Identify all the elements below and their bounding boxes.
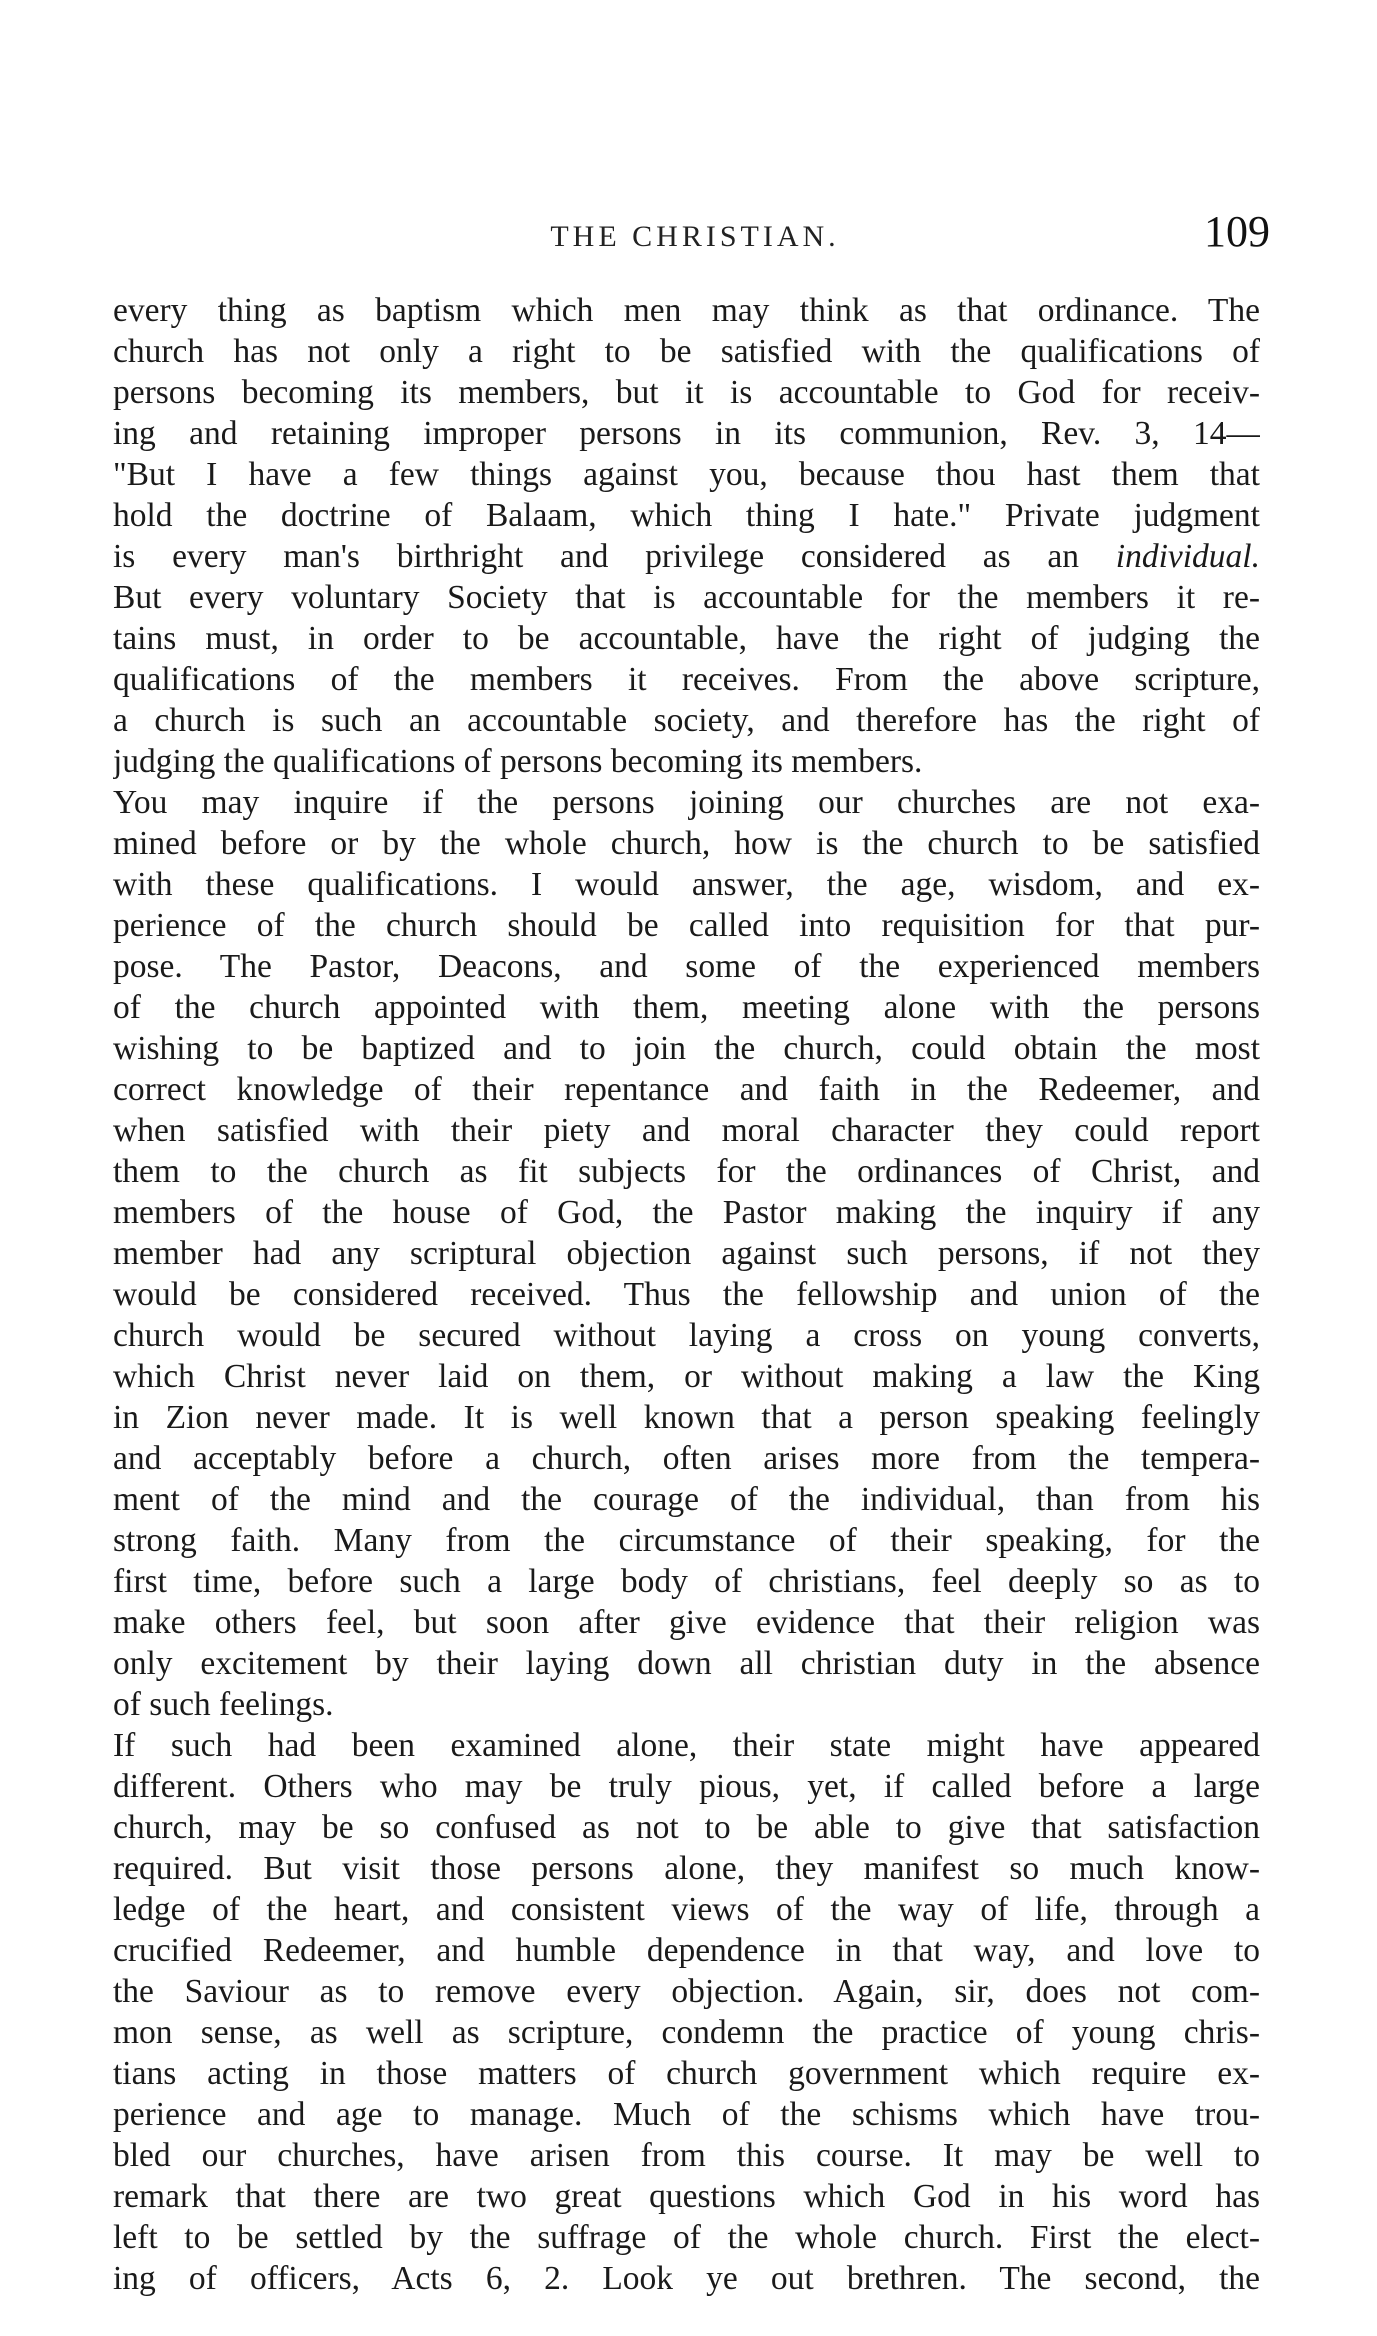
text-line: qualifications of the members it receives. From the above scripture, (113, 661, 1260, 698)
text-line: ment of the mind and the courage of the individual, than from his (113, 1481, 1260, 1518)
text-line: But every voluntary Society that is accountable for the members it re- (113, 579, 1260, 616)
text-line: judging the qualifications of persons becoming its members. (113, 743, 923, 780)
text-line: perience of the church should be called into requisition for that pur- (113, 907, 1260, 944)
text-line: perience and age to manage. Much of the schisms which have trou- (113, 2096, 1260, 2133)
text-line: different. Others who may be truly pious, yet, if called before a large (113, 1768, 1260, 1805)
text-line: the Saviour as to remove every objection. Again, sir, does not com- (113, 1973, 1260, 2010)
body-text (113, 290, 1260, 2299)
text-line: If such had been examined alone, their state might have appeared (113, 1727, 1260, 1764)
text-line: crucified Redeemer, and humble dependence in that way, and love to (113, 1932, 1260, 1969)
text-line: only excitement by their laying down all christian duty in the absence (113, 1645, 1260, 1682)
text-line: make others feel, but soon after give evidence that their religion was (113, 1604, 1260, 1641)
running-title: THE CHRISTIAN. (550, 220, 840, 253)
text-line: members of the house of God, the Pastor making the inquiry if any (113, 1194, 1260, 1231)
text-line: them to the church as fit subjects for the ordinances of Christ, and (113, 1153, 1260, 1190)
text-line: left to be settled by the suffrage of the whole church. First the elect- (113, 2219, 1260, 2256)
text-line: correct knowledge of their repentance and faith in the Redeemer, and (113, 1071, 1260, 1108)
text-line: with these qualifications. I would answer, the age, wisdom, and ex- (113, 866, 1260, 903)
text-line: persons becoming its members, but it is accountable to God for receiv- (113, 374, 1260, 411)
italic-word: individual. (1115, 538, 1260, 575)
text-line: mon sense, as well as scripture, condemn the practice of young chris- (113, 2014, 1260, 2051)
text-line: bled our churches, have arisen from this course. It may be well to (113, 2137, 1260, 2174)
text-line: which Christ never laid on them, or without making a law the King (113, 1358, 1260, 1395)
running-head (120, 206, 1270, 266)
text-line: church would be secured without laying a cross on young converts, (113, 1317, 1260, 1354)
page-number: 109 (1204, 207, 1270, 256)
text-line: and acceptably before a church, often arises more from the tempera- (113, 1440, 1260, 1477)
text-line: church has not only a right to be satisfied with the qualifications of (113, 333, 1260, 370)
text-line: hold the doctrine of Balaam, which thing I hate." Private judgment (113, 497, 1260, 534)
text-line: first time, before such a large body of christians, feel deeply so as to (113, 1563, 1260, 1600)
text-line: of the church appointed with them, meeting alone with the persons (113, 989, 1260, 1026)
text-line: every thing as baptism which men may think as that ordinance. The (113, 292, 1260, 329)
text-line: wishing to be baptized and to join the church, could obtain the most (113, 1030, 1260, 1067)
text-line: when satisfied with their piety and moral character they could report (113, 1112, 1260, 1149)
text-line: mined before or by the whole church, how is the church to be satisfied (113, 825, 1260, 862)
text-line: You may inquire if the persons joining our churches are not exa- (113, 784, 1260, 821)
text-line: ing of officers, Acts 6, 2. Look ye out brethren. The second, the (113, 2260, 1260, 2297)
text-line: tains must, in order to be accountable, have the right of judging the (113, 620, 1260, 657)
text-line: a church is such an accountable society, and therefore has the right of (113, 702, 1260, 739)
text-line: ing and retaining improper persons in its communion, Rev. 3, 14— (113, 415, 1260, 452)
text-line: member had any scriptural objection against such persons, if not they (113, 1235, 1260, 1272)
text-line: remark that there are two great questions which God in his word has (113, 2178, 1260, 2215)
text-line: "But I have a few things against you, because thou hast them that (113, 456, 1260, 493)
text-line: in Zion never made. It is well known that a person speaking feelingly (113, 1399, 1260, 1436)
text-line: ledge of the heart, and consistent views of the way of life, through a (113, 1891, 1260, 1928)
text-line: of such feelings. (113, 1686, 334, 1723)
text-line: required. But visit those persons alone, they manifest so much know- (113, 1850, 1260, 1887)
text-line: pose. The Pastor, Deacons, and some of the experienced members (113, 948, 1260, 985)
text-line-with-italic (113, 536, 1260, 577)
text-line: strong faith. Many from the circumstance of their speaking, for the (113, 1522, 1260, 1559)
text-line: would be considered received. Thus the fellowship and union of the (113, 1276, 1260, 1313)
text-line: church, may be so confused as not to be able to give that satisfaction (113, 1809, 1260, 1846)
text-line-lead: is every man's birthright and privilege considered as an (113, 538, 1116, 575)
text-line: tians acting in those matters of church government which require ex- (113, 2055, 1260, 2092)
